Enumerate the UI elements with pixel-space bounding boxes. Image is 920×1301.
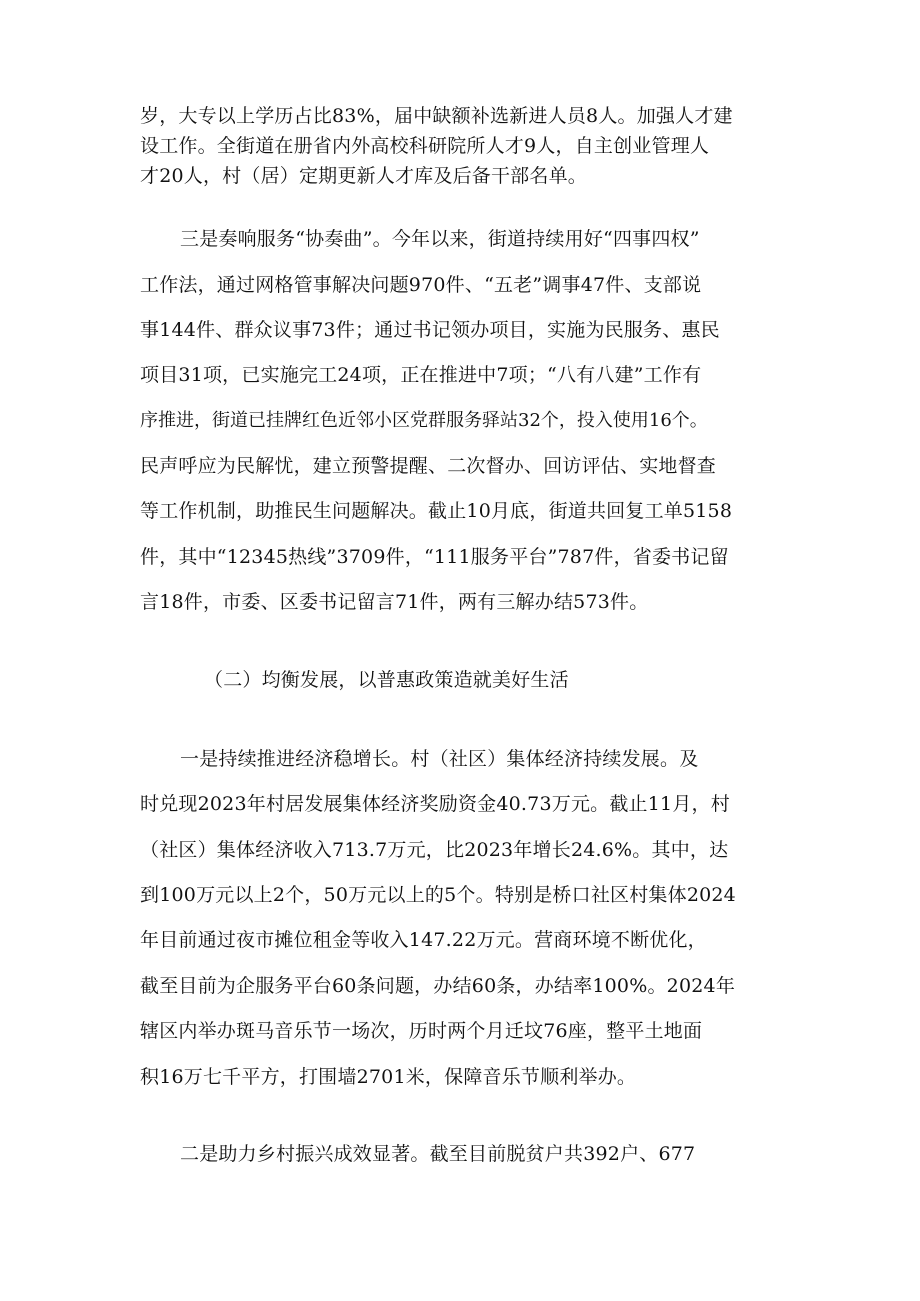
paragraph-2-line-5: 序推进，街道已挂牌红色近邻小区党群服务驿站32个，投入使用16个。 xyxy=(140,410,708,431)
paragraph-3-line-4: 到100万元以上2个，50万元以上的5个。特别是桥口社区村集体2024 xyxy=(140,884,736,906)
paragraph-2-line-9: 言18件，市委、区委书记留言71件，两有三解办结573件。 xyxy=(140,591,649,613)
paragraph-3-line-3: （社区）集体经济收入713.7万元，比2023年增长24.6%。其中，达 xyxy=(140,839,729,861)
paragraph-3-line-5: 年目前通过夜市摊位租金等收入147.22万元。营商环境不断优化， xyxy=(140,929,707,951)
paragraph-1-line-1: 岁，大专以上学历占比83%，届中缺额补选新进人员8人。加强人才建 xyxy=(140,105,733,127)
paragraph-3-line-6: 截至目前为企服务平台60条问题，办结60条，办结率100%。2024年 xyxy=(140,975,736,997)
paragraph-1-line-2: 设工作。全街道在册省内外高校科研院所人才9人，自主创业管理人 xyxy=(140,135,710,157)
paragraph-2-line-3: 事144件、群众议事73件；通过书记领办项目，实施为民服务、惠民 xyxy=(140,319,720,341)
paragraph-2-line-8: 件，其中“12345热线”3709件，“111服务平台”787件，省委书记留 xyxy=(140,546,729,568)
paragraph-2-line-4: 项目31项，已实施完工24项，正在推进中7项；“八有八建”工作有 xyxy=(140,364,702,386)
paragraph-1-line-3: 才20人，村（居）定期更新人才库及后备干部名单。 xyxy=(140,165,587,187)
paragraph-2-line-7: 等工作机制，助推民生问题解决。截止10月底，街道共回复工单5158 xyxy=(140,500,733,522)
paragraph-2-line-1: 三是奏响服务“协奏曲”。今年以来，街道持续用好“四事四权” xyxy=(180,228,700,250)
paragraph-2-line-6: 民声呼应为民解忧，建立预警提醒、二次督办、回访评估、实地督查 xyxy=(140,455,717,477)
paragraph-3-line-7: 辖区内举办斑马音乐节一场次，历时两个月迁坟76座，整平土地面 xyxy=(140,1020,703,1042)
paragraph-2-line-2: 工作法，通过网格管事解决问题970件、“五老”调事47件、支部说 xyxy=(140,274,702,296)
paragraph-4-line-1: 二是助力乡村振兴成效显著。截至目前脱贫户共392户、677 xyxy=(180,1143,696,1165)
paragraph-3-line-8: 积16万七千平方，打围墙2701米，保障音乐节顺利举办。 xyxy=(140,1066,637,1088)
paragraph-3-line-2: 时兑现2023年村居发展集体经济奖励资金40.73万元。截止11月，村 xyxy=(140,793,730,815)
paragraph-3-line-1: 一是持续推进经济稳增长。村（社区）集体经济持续发展。及 xyxy=(180,748,699,770)
section-heading: （二）均衡发展，以普惠政策造就美好生活 xyxy=(204,669,569,691)
